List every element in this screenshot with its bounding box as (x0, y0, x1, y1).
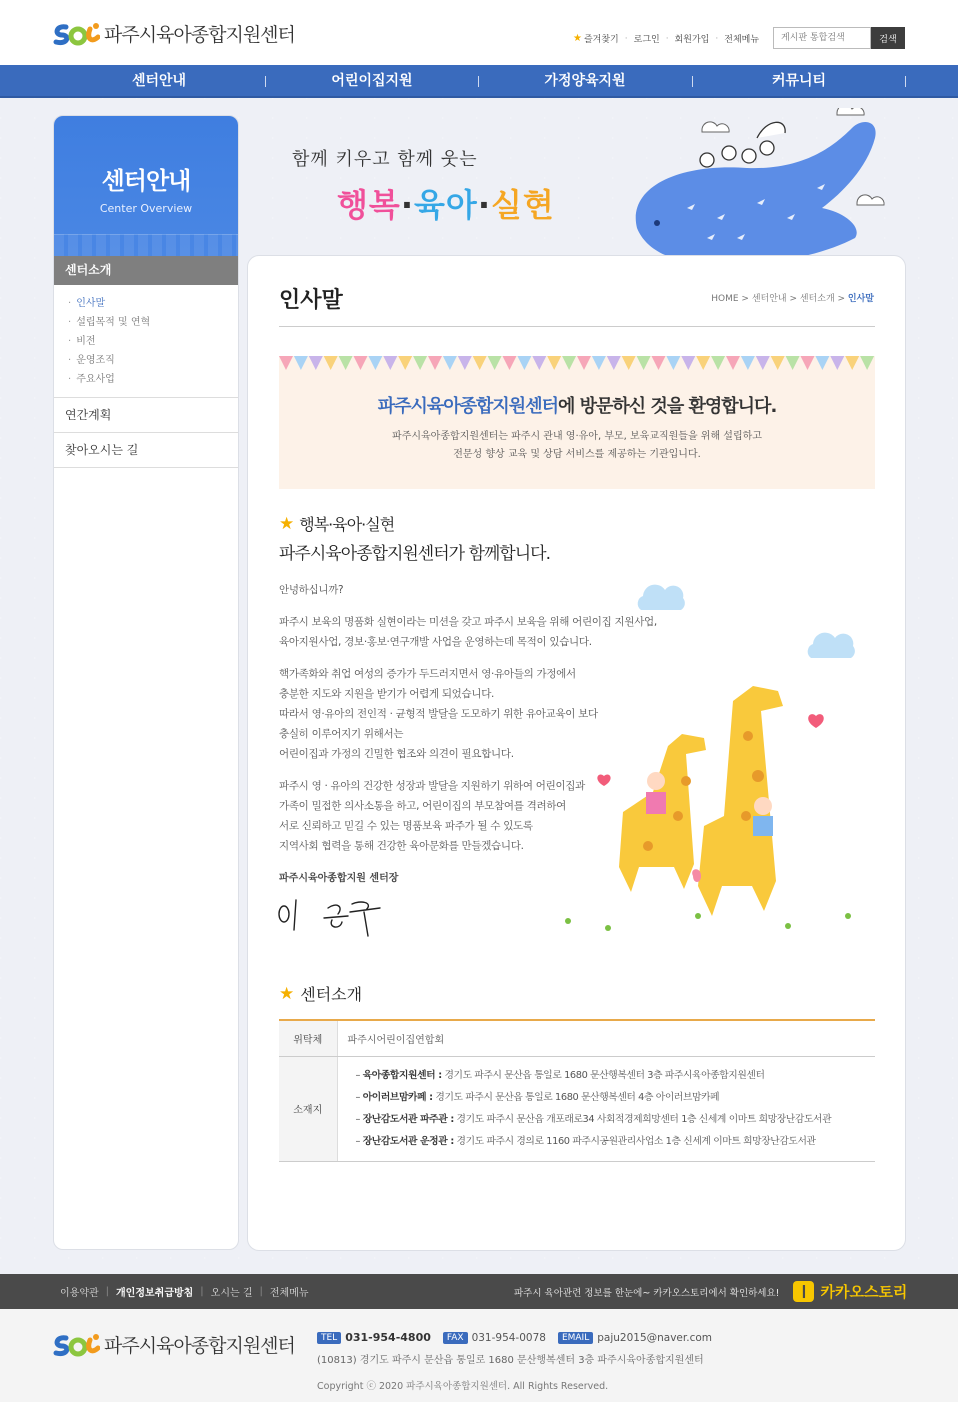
welcome-desc-line1: 파주시육아종합지원센터는 파주시 관내 영·유아, 부모, 보육교직원들을 위해 설립하고 (392, 431, 762, 442)
footer-address: (10813) 경기도 파주시 문산읍 통일로 1680 문산행복센터 3층 파주시육아종합지원센터 (317, 1355, 704, 1366)
bookmark-link[interactable]: 즐겨찾기 (583, 35, 619, 45)
tel-value: 031-954-4800 (345, 1331, 431, 1344)
sidebar-item-greeting[interactable]: · 인사말 (68, 298, 106, 309)
footer-links: 이용약관 | 개인정보취급방침 | 오시는 길 | 전체메뉴 (60, 1286, 309, 1299)
sidebar-item-directions[interactable]: 찾아오시는 길 (54, 433, 238, 468)
fax-value: 031-954-0078 (471, 1331, 546, 1344)
sidebar-subtitle: Center Overview (99, 202, 193, 215)
building-illustration (54, 234, 239, 256)
sidebar-title: 센터안내 (101, 167, 191, 195)
bunting-flag (547, 356, 561, 370)
location-item: – 장난감도서관 파주관 : 경기도 파주시 문산읍 개포래로34 사회적경제희망센터 1층 신세계 이마트 희망장난감도서관 (355, 1113, 832, 1125)
bunting-flag (562, 356, 576, 370)
footer-link-terms[interactable]: 이용약관 (60, 1288, 99, 1299)
footer-link-sitemap[interactable]: 전체메뉴 (269, 1288, 309, 1299)
join-link[interactable]: 회원가입 (674, 35, 710, 45)
footer-contact (317, 1331, 712, 1344)
logo-mark-icon (52, 1332, 100, 1358)
bunting-flag (607, 356, 621, 370)
breadcrumb: HOME > 센터안내 > 센터소개 > 인사말 (711, 294, 874, 304)
search-input[interactable] (773, 27, 871, 49)
bunting-flag (622, 356, 636, 370)
paragraph-4: 파주시 영 · 유아의 건강한 성장과 발달을 지원하기 위하여 어린이집과 가족이 밀접한 의사소통을 하고, 어린이집의 부모참여를 격려하여 서로 신뢰하고 믿길 수 있는 명품보육 파주가 될 수 있도록 지역사회 협력을 통해 건강한 육아문화를 만들겠습니다. (279, 780, 585, 852)
footer-logo (52, 1331, 295, 1358)
sidebar-item-annual-plan[interactable]: 연간계획 (54, 398, 238, 433)
bunting-flags (279, 356, 875, 372)
message-subheading: 파주시육아종합지원센터가 함께합니다. (279, 544, 550, 564)
bunting-flag (696, 356, 710, 370)
bunting-flag (354, 356, 368, 370)
breadcrumb-current: 인사말 (847, 294, 874, 304)
nav-center-info[interactable]: 센터안내 (131, 73, 187, 89)
bunting-flag (845, 356, 859, 370)
main-navigation (0, 65, 958, 98)
welcome-banner (279, 356, 875, 489)
bunting-flag (577, 356, 591, 370)
bunting-flag (488, 356, 502, 370)
bunting-flag (413, 356, 427, 370)
nav-home-parenting[interactable]: 가정양육지원 (544, 73, 626, 89)
bunting-flag (592, 356, 606, 370)
bunting-flag (339, 356, 353, 370)
sitemap-link[interactable]: 전체메뉴 (724, 35, 760, 45)
header (0, 0, 958, 65)
sidebar (53, 115, 239, 1250)
bunting-flag (458, 356, 472, 370)
bunting-flag (815, 356, 829, 370)
bunting-flag (503, 356, 517, 370)
bunting-flag (294, 356, 308, 370)
table-cell-operator: 파주시어린이집연합회 (337, 1020, 875, 1056)
paragraph-3: 핵가족화와 취업 여성의 증가가 두드러지면서 영·유아들의 가정에서 충분한 지도와 지원을 받기가 어렵게 되었습니다. 따라서 영·유아의 전인적 · 균형적 발달을 도모하기 위한 유아교육이 보다 충실히 이루어지기 위해서는 어린이집과 가정의 긴밀한 협조와 의견이 필요합니다. (279, 668, 598, 760)
kakaostory-icon: ❙ (793, 1281, 814, 1302)
nav-community[interactable]: 커뮤니티 (771, 73, 827, 89)
bunting-flag (398, 356, 412, 370)
signature-image (276, 892, 396, 942)
star-icon: ★ (573, 33, 582, 44)
bunting-flag (309, 356, 323, 370)
bunting-flag (666, 356, 680, 370)
login-link[interactable]: 로그인 (633, 35, 660, 45)
message-heading: ★ 행복·육아·실현 (279, 513, 395, 534)
kakaostory-link[interactable] (514, 1274, 907, 1309)
page-title: 인사말 (279, 288, 343, 313)
bunting-flag (473, 356, 487, 370)
main-content (247, 255, 906, 1251)
nav-daycare-support[interactable]: 어린이집지원 (331, 73, 413, 89)
logo-text: 파주시육아종합지원센터 (104, 24, 295, 46)
breadcrumb-center-intro[interactable]: 센터소개 (799, 294, 835, 304)
signer-title: 파주시육아종합지원 센터장 (279, 873, 399, 884)
section-center-intro-heading: ★ 센터소개 (279, 983, 363, 1004)
email-label: EMAIL (558, 1332, 593, 1344)
paragraph-1: 안녕하십니까? (279, 584, 344, 596)
email-value: paju2015@naver.com (597, 1331, 713, 1344)
bunting-flag (801, 356, 815, 370)
bunting-flag (443, 356, 457, 370)
bunting-flag (860, 356, 874, 370)
bunting-flag (681, 356, 695, 370)
bunting-flag (324, 356, 338, 370)
location-item: – 아이러브맘카페 : 경기도 파주시 문산읍 통일로 1680 문산행복센터 4층 아이러브맘카페 (355, 1091, 720, 1103)
top-visual (247, 100, 907, 260)
bunting-flag (517, 356, 531, 370)
bunting-flag (786, 356, 800, 370)
bunting-flag (532, 356, 546, 370)
sidebar-item-history[interactable]: · 설립목적 및 연혁 (68, 317, 151, 328)
table-header-operator: 위탁체 (279, 1020, 337, 1056)
footer (0, 1309, 958, 1402)
table-row (279, 1020, 875, 1056)
bunting-flag (383, 356, 397, 370)
footer-link-privacy[interactable]: 개인정보취급방침 (116, 1288, 194, 1299)
bunting-flag (279, 356, 293, 370)
fax-label: FAX (443, 1332, 468, 1344)
bunting-flag (637, 356, 651, 370)
sidebar-sublist (54, 285, 238, 398)
footer-bar (0, 1274, 958, 1309)
breadcrumb-home[interactable]: HOME (711, 294, 739, 304)
bunting-flag (756, 356, 770, 370)
location-item: – 장난감도서관 운정관 : 경기도 파주시 경의로 1160 파주시공원관리사업소 1층 신세계 이마트 희망장난감도서관 (355, 1135, 816, 1147)
bunting-flag (652, 356, 666, 370)
bunting-flag (726, 356, 740, 370)
tel-label: TEL (317, 1332, 341, 1344)
location-item: – 육아종합지원센터 : 경기도 파주시 문산읍 통일로 1680 문산행복센터 3층 파주시육아종합지원센터 (355, 1069, 765, 1081)
search-box (773, 27, 905, 49)
sidebar-item-projects[interactable]: · 주요사업 (68, 374, 115, 385)
bunting-flag (368, 356, 382, 370)
star-icon: ★ (279, 983, 295, 1004)
table-row (279, 1056, 875, 1161)
bunting-flag (830, 356, 844, 370)
visual-headline: 행복·육아·실현 (337, 186, 555, 224)
title-divider (279, 326, 875, 327)
utility-menu: ★ 즐겨찾기 · 로그인 · 회원가입 · 전체메뉴 (573, 33, 760, 45)
footer-logo-text: 파주시육아종합지원센터 (104, 1335, 295, 1357)
welcome-desc-line2: 전문성 향상 교육 및 상담 서비스를 제공하는 기관입니다. (453, 449, 701, 460)
footer-link-directions[interactable]: 오시는 길 (210, 1288, 253, 1299)
bunting-flag (771, 356, 785, 370)
sidebar-section-center-intro[interactable]: 센터소개 (54, 256, 238, 285)
table-header-location: 소재지 (279, 1056, 337, 1161)
search-button[interactable]: 검색 (871, 27, 905, 49)
copyright: Copyright ⓒ 2020 파주시육아종합지원센터. All Rights Reserved. (317, 1381, 609, 1392)
sidebar-header (54, 116, 238, 256)
kakaostory-label: 카카오스토리 (820, 1283, 908, 1301)
logo-mark-icon (52, 21, 100, 47)
visual-slogan: 함께 키우고 함께 웃는 (292, 149, 478, 170)
bunting-flag (428, 356, 442, 370)
kakao-promo-text: 파주시 육아관련 정보를 한눈에~ 카카오스토리에서 확인하세요! (514, 1287, 780, 1299)
center-info-table (279, 1019, 875, 1162)
table-cell-locations (337, 1056, 875, 1161)
sidebar-item-vision[interactable]: · 비전 (68, 336, 96, 347)
bunting-flag (711, 356, 725, 370)
star-icon: ★ (279, 513, 294, 534)
welcome-title: 파주시육아종합지원센터에 방문하신 것을 환영합니다. (377, 396, 777, 417)
giraffe-illustration (548, 566, 878, 946)
bunting-flag (741, 356, 755, 370)
paragraph-2: 파주시 보육의 명품화 실현이라는 미션을 갖고 파주시 보육을 위해 어린이집 지원사업, 육아지원사업, 경보·홍보·연구개발 사업을 운영하는데 목적이 있습니다. (279, 616, 657, 648)
breadcrumb-center-info[interactable]: 센터안내 (751, 294, 787, 304)
sidebar-item-organization[interactable]: · 운영조직 (68, 355, 115, 366)
site-logo[interactable] (52, 20, 295, 47)
